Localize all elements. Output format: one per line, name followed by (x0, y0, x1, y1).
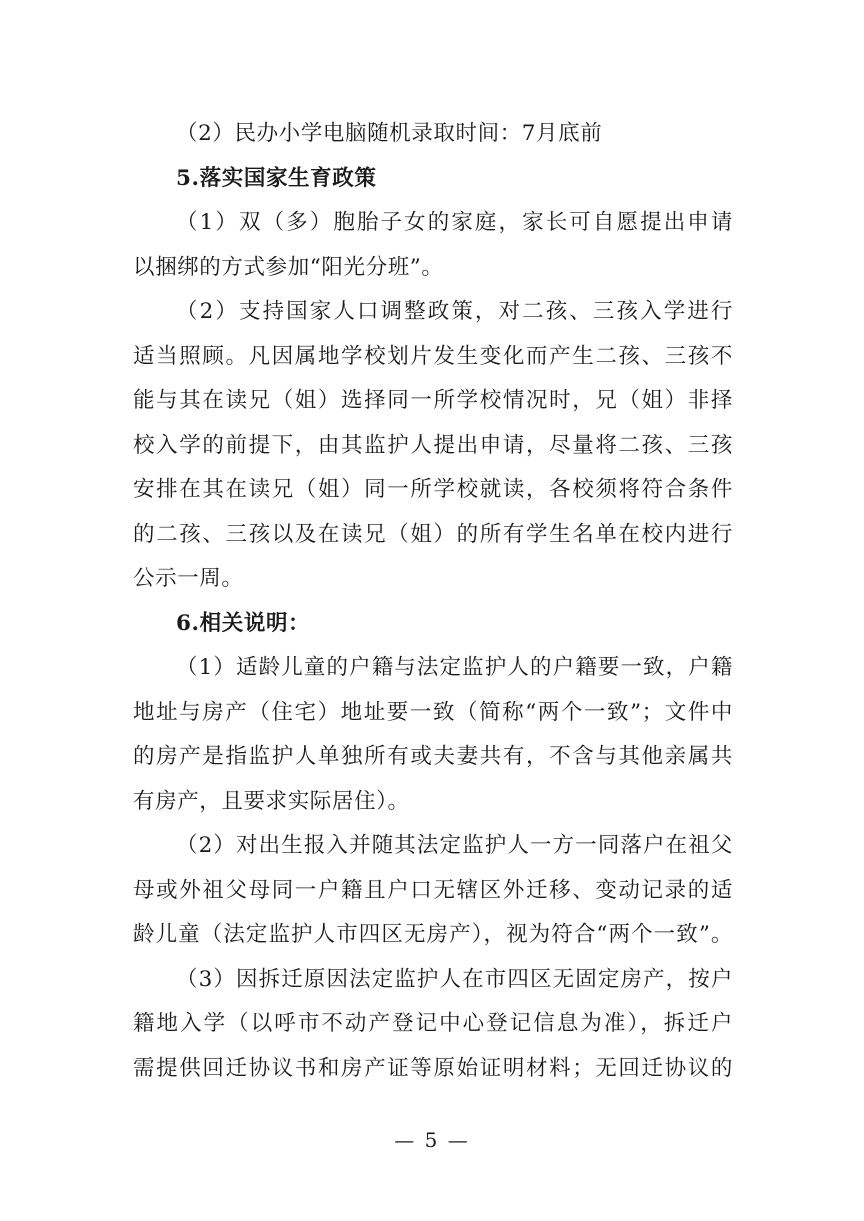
paragraph-line: 校入学的前提下，由其监护人提出申请，尽量将二孩、三孩 (133, 432, 733, 458)
paragraph-line: 公示一周。 (133, 566, 244, 591)
paragraph-line: 适当照顾。凡因属地学校划片发生变化而产生二孩、三孩不 (133, 343, 733, 369)
paragraph-line: 有房产，且要求实际居住）。 (133, 788, 410, 814)
paragraph-line: 的房产是指监护人单独所有或夫妻共有，不含与其他亲属共 (133, 744, 733, 769)
paragraph-line: （1）双（多）胞胎子女的家庭，家长可自愿提出申请 (176, 210, 733, 235)
paragraph-line: （3）因拆迁原因法定监护人在市四区无固定房产，按户 (176, 966, 733, 992)
document-body (133, 112, 733, 1091)
paragraph-line: 能与其在读兄（姐）选择同一所学校情况时，兄（姐）非择 (133, 388, 733, 413)
paragraph-line: 需提供回迁协议书和房产证等原始证明材料；无回迁协议的 (133, 1055, 733, 1081)
paragraph-line: （2）支持国家人口调整政策，对二孩、三孩入学进行 (176, 299, 733, 324)
paragraph-line: 母或外祖父母同一户籍且户口无辖区外迁移、变动记录的适 (133, 877, 733, 903)
paragraph-line: 安排在其在读兄（姐）同一所学校就读，各校须将符合条件 (133, 477, 733, 502)
section-heading: 5.落实国家生育政策 (176, 165, 377, 191)
paragraph-line: （2）民办小学电脑随机录取时间：7月底前 (176, 121, 603, 146)
paragraph-line: 地址与房产（住宅）地址要一致（简称“两个一致”；文件中 (133, 699, 733, 725)
paragraph-line: （1）适龄儿童的户籍与法定监护人的户籍要一致，户籍 (176, 655, 733, 680)
paragraph-line: 籍地入学（以呼市不动产登记中心登记信息为准），拆迁户 (133, 1011, 733, 1036)
paragraph-line: 的二孩、三孩以及在读兄（姐）的所有学生名单在校内进行 (133, 521, 733, 547)
section-heading: 6.相关说明： (176, 610, 311, 636)
paragraph-line: 以捆绑的方式参加“阳光分班”。 (133, 254, 444, 280)
paragraph-line: （2）对出生报入并随其法定监护人一方一同落户在祖父 (176, 833, 733, 858)
paragraph-line: 龄儿童（法定监护人市四区无房产），视为符合“两个一致”。 (133, 922, 733, 947)
page-number: — 5 — (394, 1128, 470, 1152)
